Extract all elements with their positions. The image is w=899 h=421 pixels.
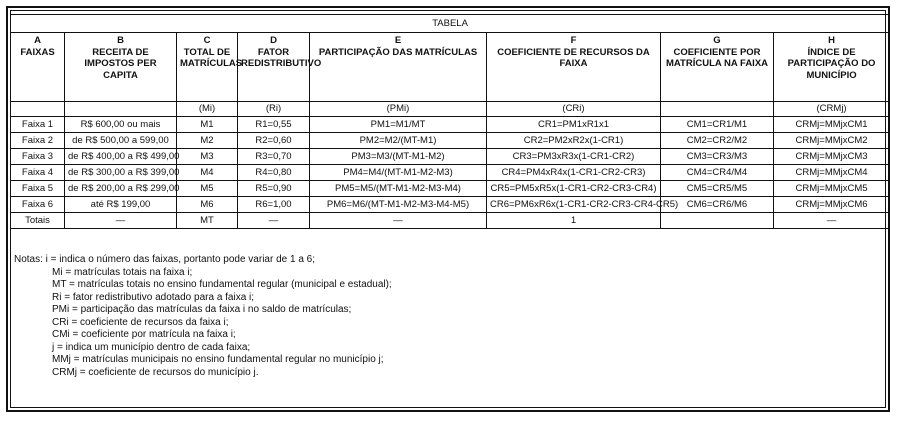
- cell-receita: até R$ 199,00: [65, 197, 177, 213]
- note-item: CRi = coeficiente de recursos da faixa i;: [52, 316, 229, 328]
- cell-participacao: PM1=M1/MT: [310, 117, 487, 133]
- cell-faixa: Faixa 1: [11, 117, 65, 133]
- column-header: [661, 33, 774, 102]
- column-header: [177, 33, 243, 102]
- table-row: [11, 149, 890, 165]
- column-letter: G: [713, 35, 721, 46]
- cell-faixa: Faixa 4: [11, 165, 65, 181]
- cell-receita: de R$ 300,00 a R$ 399,00: [65, 165, 177, 181]
- column-header: [774, 33, 890, 102]
- cell-coef_matricula: CM2=CR2/M2: [661, 133, 774, 149]
- column-header: [310, 33, 487, 102]
- cell-coeficiente: CR2=PM2xR2x(1-CR1): [487, 133, 661, 149]
- header-row: [11, 33, 890, 102]
- notes: [14, 254, 392, 379]
- table-row: [11, 133, 890, 149]
- cell-matriculas: M6: [177, 197, 238, 213]
- cell-matriculas: M5: [177, 181, 238, 197]
- column-letter: D: [270, 35, 277, 46]
- totals-row: [11, 213, 890, 229]
- column-label: COEFICIENTE POR MATRÍCULA NA FAIXA: [665, 46, 769, 69]
- totals-fator: —: [238, 213, 310, 229]
- column-letter: B: [117, 35, 124, 46]
- note-item: CRMj = coeficiente de recursos do município j.: [52, 366, 259, 378]
- cell-coef_matricula: CM3=CR3/M3: [661, 149, 774, 165]
- column-unit: [65, 102, 177, 117]
- totals-receita: —: [65, 213, 177, 229]
- column-header: [65, 33, 177, 102]
- cell-coef_matricula: CM5=CR5/M5: [661, 181, 774, 197]
- totals-coef_matricula: [661, 213, 774, 229]
- column-header: [238, 33, 322, 102]
- cell-matriculas: M3: [177, 149, 238, 165]
- column-header: [487, 33, 661, 102]
- cell-participacao: PM2=M2/(MT-M1): [310, 133, 487, 149]
- cell-coeficiente: CR6=PM6xR6x(1-CR1-CR2-CR3-CR4-CR5): [487, 197, 661, 213]
- totals-label: Totais: [11, 213, 65, 229]
- column-label: FAIXAS: [20, 46, 55, 58]
- notes-intro: Notas: i = indica o número das faixas, portanto pode variar de 1 a 6;: [14, 254, 316, 265]
- note-item: j = indica um município dentro de cada faixa;: [52, 341, 251, 353]
- cell-faixa: Faixa 6: [11, 197, 65, 213]
- cell-receita: de R$ 500,00 a 599,00: [65, 133, 177, 149]
- column-letter: H: [828, 35, 835, 46]
- cell-coeficiente: CR5=PM5xR5x(1-CR1-CR2-CR3-CR4): [487, 181, 661, 197]
- cell-indice: CRMj=MMjxCM2: [774, 133, 890, 149]
- column-unit: [661, 102, 774, 117]
- column-letter: F: [570, 35, 577, 46]
- column-unit: (Mi): [177, 102, 238, 117]
- cell-indice: CRMj=MMjxCM6: [774, 197, 890, 213]
- note-item: Mi = matrículas totais na faixa i;: [52, 266, 193, 278]
- cell-coeficiente: CR1=PM1xR1x1: [487, 117, 661, 133]
- table-row: [11, 197, 890, 213]
- column-label: TOTAL DE MATRÍCULAS: [180, 46, 243, 69]
- column-label: PARTICIPAÇÃO DAS MATRÍCULAS: [318, 46, 478, 58]
- totals-indice: —: [774, 213, 890, 229]
- column-label: COEFICIENTE DE RECURSOS DA FAIXA: [497, 46, 650, 69]
- column-letter: A: [34, 35, 41, 46]
- cell-faixa: Faixa 5: [11, 181, 65, 197]
- cell-coeficiente: CR3=PM3xR3x(1-CR1-CR2): [487, 149, 661, 165]
- column-letter: E: [394, 35, 402, 46]
- column-unit: (PMi): [310, 102, 487, 117]
- cell-participacao: PM4=M4/(MT-M1-M2-M3): [310, 165, 487, 181]
- cell-participacao: PM6=M6/(MT-M1-M2-M3-M4-M5): [310, 197, 487, 213]
- note-item: Ri = fator redistributivo adotado para a faixa i;: [52, 291, 255, 303]
- cell-indice: CRMj=MMjxCM4: [774, 165, 890, 181]
- cell-indice: CRMj=MMjxCM5: [774, 181, 890, 197]
- cell-matriculas: M4: [177, 165, 238, 181]
- cell-coeficiente: CR4=PM4xR4x(1-CR1-CR2-CR3): [487, 165, 661, 181]
- cell-coef_matricula: CM4=CR4/M4: [661, 165, 774, 181]
- cell-fator: R1=0,55: [238, 117, 310, 133]
- cell-fator: R6=1,00: [238, 197, 310, 213]
- column-label: FATOR REDISTRIBUTIVO: [241, 46, 322, 69]
- cell-indice: CRMj=MMjxCM3: [774, 149, 890, 165]
- note-item: MT = matrículas totais no ensino fundamental regular (municipal e estadual);: [52, 279, 392, 290]
- cell-fator: R3=0,70: [238, 149, 310, 165]
- column-letter: C: [203, 35, 211, 46]
- cell-coef_matricula: CM1=CR1/M1: [661, 117, 774, 133]
- cell-fator: R5=0,90: [238, 181, 310, 197]
- cell-indice: CRMj=MMjxCM1: [774, 117, 890, 133]
- cell-fator: R4=0,80: [238, 165, 310, 181]
- tabela: [10, 14, 890, 229]
- table-row: [11, 165, 890, 181]
- note-item: CMi = coeficiente por matrícula na faixa i;: [52, 329, 236, 340]
- cell-participacao: PM3=M3/(MT-M1-M2): [310, 149, 487, 165]
- column-unit: [11, 102, 65, 117]
- cell-faixa: Faixa 3: [11, 149, 65, 165]
- table-title: TABELA: [11, 15, 890, 33]
- cell-matriculas: M2: [177, 133, 238, 149]
- note-item: MMj = matrículas municipais no ensino fundamental regular no município j;: [52, 354, 384, 365]
- cell-receita: R$ 600,00 ou mais: [65, 117, 177, 133]
- column-unit: (CRi): [487, 102, 661, 117]
- totals-matriculas: MT: [177, 213, 238, 229]
- cell-faixa: Faixa 2: [11, 133, 65, 149]
- table-row: [11, 117, 890, 133]
- cell-matriculas: M1: [177, 117, 238, 133]
- cell-receita: de R$ 400,00 a R$ 499,00: [65, 149, 177, 165]
- cell-fator: R2=0,60: [238, 133, 310, 149]
- table-row: [11, 181, 890, 197]
- column-header: [11, 33, 65, 102]
- column-label: RECEITA DE IMPOSTOS PER CAPITA: [84, 46, 157, 81]
- note-item: PMi = participação das matrículas da faixa i no saldo de matrículas;: [52, 304, 352, 315]
- column-unit: (Ri): [238, 102, 310, 117]
- column-unit: (CRMj): [774, 102, 890, 117]
- cell-coef_matricula: CM6=CR6/M6: [661, 197, 774, 213]
- column-label: ÍNDICE DE PARTICIPAÇÃO DO MUNICÍPIO: [787, 46, 876, 81]
- totals-participacao: —: [310, 213, 487, 229]
- units-row: [11, 102, 890, 117]
- cell-receita: de R$ 200,00 a R$ 299,00: [65, 181, 177, 197]
- cell-participacao: PM5=M5/(MT-M1-M2-M3-M4): [310, 181, 487, 197]
- totals-coeficiente: 1: [487, 213, 661, 229]
